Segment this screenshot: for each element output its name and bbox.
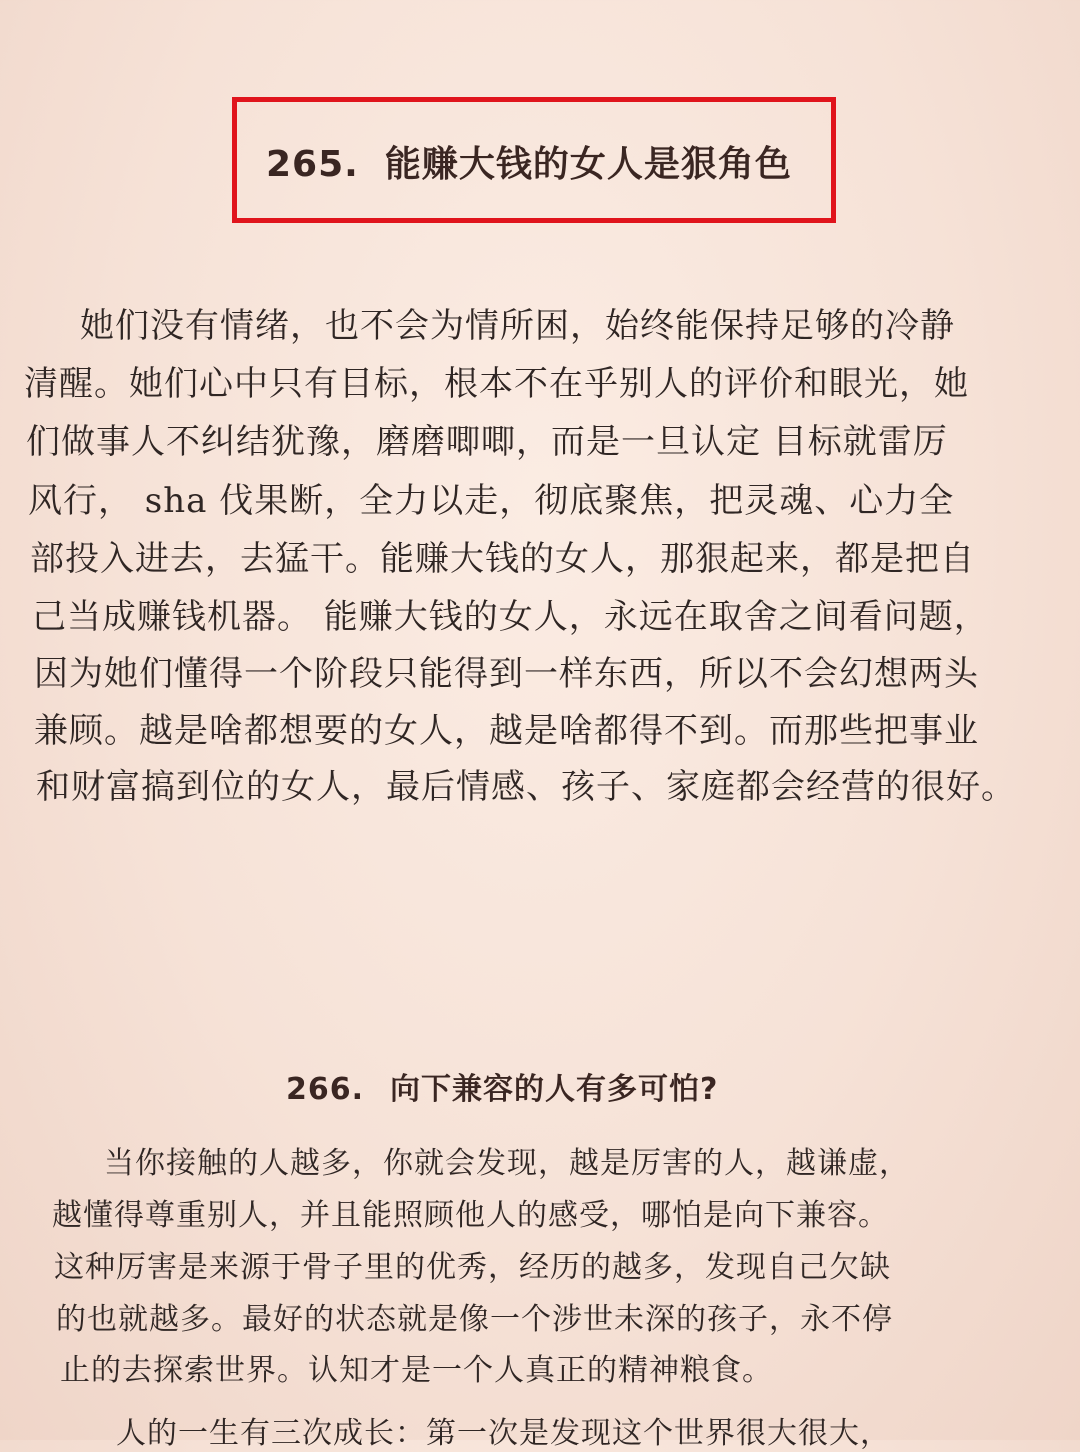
text-line: 止的去探索世界。认知才是一个人真正的精神粮食。: [60, 1353, 773, 1388]
text-line: 清醒。她们心中只有目标，根本不在乎别人的评价和眼光，她: [24, 364, 969, 404]
section-number: 265.: [266, 144, 359, 185]
section-number: 266.: [286, 1072, 365, 1107]
text-line: 们做事人不纠结犹豫，磨磨唧唧，而是一旦认定 目标就雷厉: [26, 422, 948, 462]
text-line: 兼顾。越是啥都想要的女人，越是啥都得不到。而那些把事业: [34, 711, 979, 751]
text-line: 因为她们懂得一个阶段只能得到一样东西，所以不会幻想两头: [34, 654, 979, 694]
text-line: 人的一生有三次成长：第一次是发现这个世界很大很大，: [116, 1416, 891, 1451]
text-line: 风行， sha 伐果断，全力以走，彻底聚焦，把灵魂、心力全: [28, 481, 955, 521]
text-line: 己当成赚钱机器。 能赚大钱的女人，永远在取舍之间看问题，: [32, 597, 989, 637]
section-heading: 向下兼容的人有多可怕?: [390, 1072, 719, 1107]
text-line: 越懂得尊重别人，并且能照顾他人的感受，哪怕是向下兼容。: [52, 1198, 889, 1233]
text-line: 她们没有情绪，也不会为情所困，始终能保持足够的冷静: [80, 306, 955, 346]
text-line: 这种厉害是来源于骨子里的优秀，经历的越多，发现自己欠缺: [54, 1250, 891, 1285]
text-line: 当你接触的人越多，你就会发现，越是厉害的人，越谦虚，: [104, 1146, 910, 1181]
text-line: 和财富搞到位的女人，最后情感、孩子、家庭都会经营的很好。: [36, 767, 1016, 807]
text-line: 部投入进去，去猛干。能赚大钱的女人，那狠起来，都是把自: [30, 539, 975, 579]
section-title-266: [286, 1064, 718, 1108]
text-line: 的也就越多。最好的状态就是像一个涉世未深的孩子，永不停: [56, 1302, 893, 1337]
section-title-265: [266, 136, 792, 187]
section-heading: 能赚大钱的女人是狠角色: [384, 144, 792, 185]
